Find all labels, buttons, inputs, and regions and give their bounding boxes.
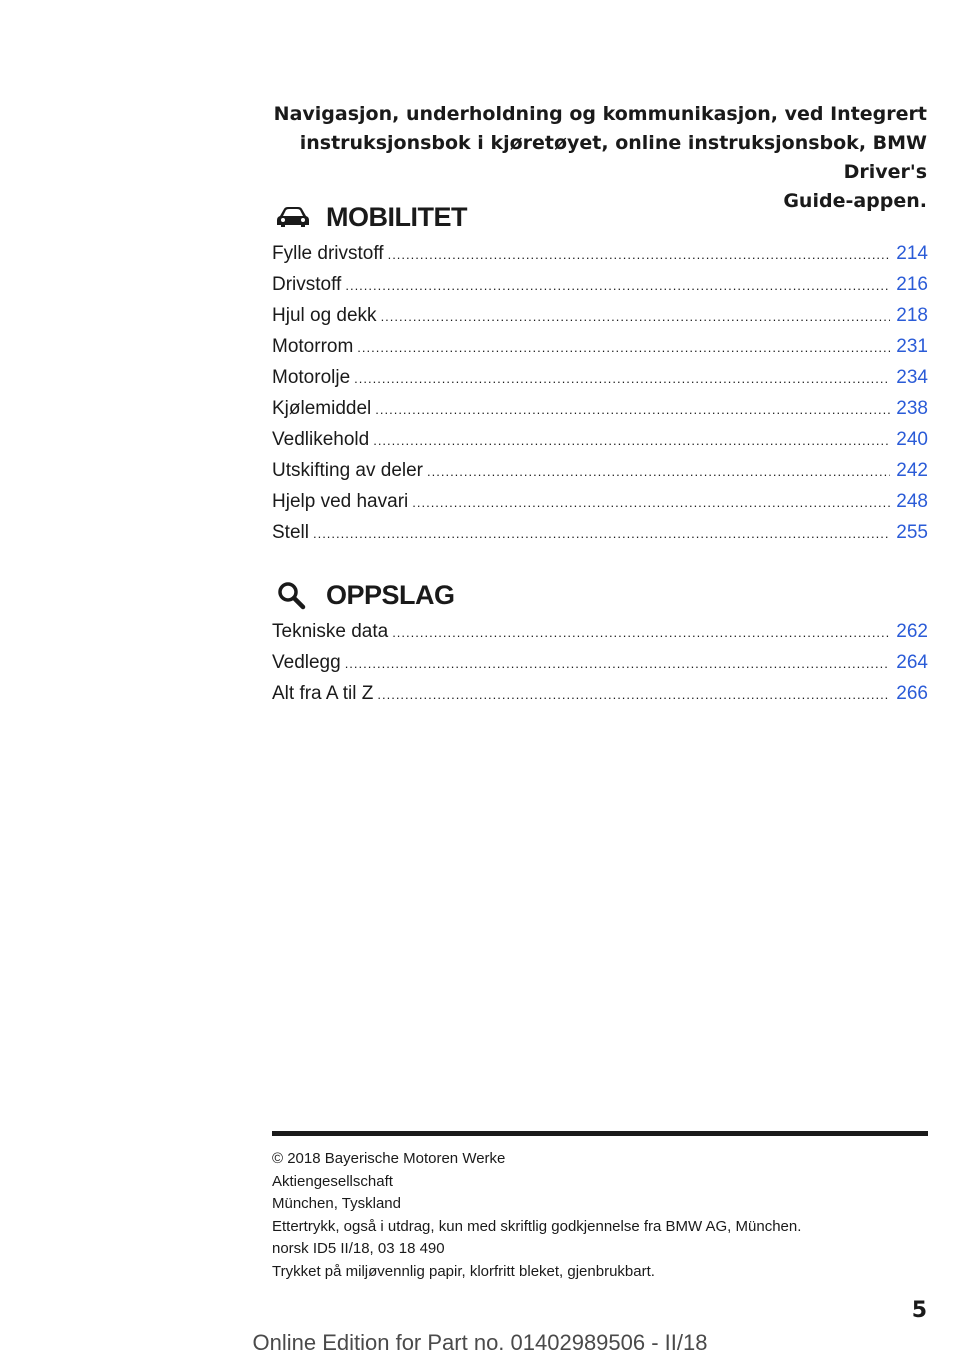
toc-list bbox=[272, 616, 928, 709]
toc-entry[interactable] bbox=[272, 238, 928, 269]
toc-entry[interactable] bbox=[272, 486, 928, 517]
toc-label: Utskifting av deler bbox=[272, 460, 424, 481]
section-header bbox=[272, 196, 928, 238]
toc-page-link[interactable]: 214 bbox=[896, 243, 928, 264]
dot-leader bbox=[357, 332, 890, 363]
toc-page-link[interactable]: 240 bbox=[896, 429, 928, 450]
toc-entry[interactable] bbox=[272, 269, 928, 300]
toc-label: Hjul og dekk bbox=[272, 305, 377, 326]
toc-entry[interactable] bbox=[272, 424, 928, 455]
intro-line: instruksjonsbok i kjøretøyet, online instruksjonsbok, BMW Driver's bbox=[299, 132, 927, 183]
toc-entry[interactable] bbox=[272, 331, 928, 362]
page-number: 5 bbox=[911, 1298, 927, 1323]
toc-page-link[interactable]: 231 bbox=[896, 336, 928, 357]
toc-page-link[interactable]: 218 bbox=[896, 305, 928, 326]
section-title: OPPSLAG bbox=[326, 579, 455, 610]
toc-label: Fylle drivstoff bbox=[272, 243, 384, 264]
toc-page-link[interactable]: 242 bbox=[896, 460, 928, 481]
divider-rule bbox=[272, 1131, 928, 1136]
toc-page-link[interactable]: 264 bbox=[896, 652, 928, 673]
dot-leader bbox=[375, 394, 890, 425]
section-mobilitet bbox=[272, 196, 928, 548]
search-icon bbox=[276, 577, 316, 613]
toc-label: Stell bbox=[272, 522, 309, 543]
toc-entry[interactable] bbox=[272, 362, 928, 393]
dot-leader bbox=[345, 648, 891, 679]
imprint-line: München, Tyskland bbox=[272, 1195, 401, 1212]
toc-label: Hjelp ved havari bbox=[272, 491, 409, 512]
toc-entry[interactable] bbox=[272, 678, 928, 709]
toc-entry[interactable] bbox=[272, 455, 928, 486]
dot-leader bbox=[412, 487, 890, 518]
imprint-line: © 2018 Bayerische Motoren Werke bbox=[272, 1150, 506, 1167]
imprint-line: Aktiengesellschaft bbox=[272, 1172, 393, 1190]
imprint-line: norsk ID5 II/18, 03 18 490 bbox=[272, 1240, 445, 1257]
toc-label: Tekniske data bbox=[272, 621, 389, 642]
toc-label: Vedlegg bbox=[272, 652, 341, 673]
toc-page-link[interactable]: 216 bbox=[896, 274, 928, 295]
toc-page-link[interactable]: 234 bbox=[896, 367, 928, 388]
toc-page-link[interactable]: 262 bbox=[896, 621, 928, 642]
toc-entry[interactable] bbox=[272, 393, 928, 424]
intro-line: Guide-appen. bbox=[783, 190, 927, 212]
dot-leader bbox=[313, 518, 890, 549]
car-icon bbox=[276, 199, 316, 235]
dot-leader bbox=[373, 425, 890, 456]
toc-label: Drivstoff bbox=[272, 274, 342, 295]
toc-label: Alt fra A til Z bbox=[272, 683, 374, 704]
dot-leader bbox=[388, 239, 891, 270]
imprint-line: Ettertrykk, også i utdrag, kun med skriftlig godkjennelse fra BMW AG, München. bbox=[272, 1217, 802, 1235]
toc-entry[interactable] bbox=[272, 517, 928, 548]
toc-entry[interactable] bbox=[272, 616, 928, 647]
imprint bbox=[272, 1148, 928, 1283]
section-title: MOBILITET bbox=[326, 201, 467, 232]
imprint-line: Trykket på miljøvennlig papir, klorfritt bleket, gjenbrukbart. bbox=[272, 1262, 655, 1280]
dot-leader bbox=[345, 270, 890, 301]
toc-label: Motorolje bbox=[272, 367, 351, 388]
section-header bbox=[272, 574, 928, 616]
edition-footer: Online Edition for Part no. 01402989506 - II/18 bbox=[252, 1330, 708, 1355]
toc-page-link[interactable]: 248 bbox=[896, 491, 928, 512]
toc-page-link[interactable]: 266 bbox=[896, 683, 928, 704]
dot-leader bbox=[381, 301, 891, 332]
section-oppslag bbox=[272, 574, 928, 709]
dot-leader bbox=[427, 456, 890, 487]
toc-label: Kjølemiddel bbox=[272, 398, 372, 419]
toc-page-link[interactable]: 255 bbox=[896, 522, 928, 543]
toc-list bbox=[272, 238, 928, 548]
toc-label: Vedlikehold bbox=[272, 429, 370, 450]
toc-page-link[interactable]: 238 bbox=[896, 398, 928, 419]
toc-entry[interactable] bbox=[272, 647, 928, 678]
toc-entry[interactable] bbox=[272, 300, 928, 331]
dot-leader bbox=[392, 617, 890, 648]
dot-leader bbox=[354, 363, 890, 394]
toc-label: Motorrom bbox=[272, 336, 354, 357]
dot-leader bbox=[377, 679, 890, 710]
intro-line: Navigasjon, underholdning og kommunikasjon, ved Integrert bbox=[273, 103, 927, 125]
